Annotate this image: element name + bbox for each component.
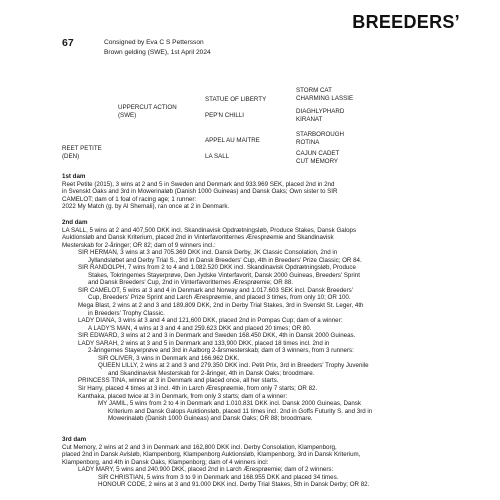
second-dam-line: Sir Harry, placed 4 times at 3 incl. 4th in Larch Æresprøemie, from only 7 starts; OR 82. [78,385,318,393]
first-dam-line: 2022 My Match (g. by Al Shemali), ran once at 2 in Denmark. [62,203,230,211]
second-dam-line: SIR HERMAN, 3 wins at 3 and 705.369 DKK incl. Dansk Derby, JK Classic Consolation, 2nd in [78,249,338,257]
pedigree-ds-sire: STARBOROUGH [296,131,345,138]
pedigree-sire-country: (SWE) [118,112,137,119]
second-dam-line: MY JAMIL, 5 wins from 2 to 4 in Denmark and 1.010.831 DKK incl. Dansk 2000 Guineas, Dansk [98,400,361,408]
pedigree-ss-sire: STORM CAT [296,87,332,94]
second-dam-line: Auktionsløb and Dansk Kriterium, placed 2nd in Vinterfavoritternes Æresprøemie and Skandinavisk [62,234,334,242]
third-dam-line: SIR CHRISTIAN, 5 wins from 3 to 9 in Denmark and 168.955 DKK and placed 34 times. [98,473,339,481]
third-dam-section [62,436,442,489]
second-dam-line: SIR EDWARD, 3 wins at 2 and 3 in Denmark and Sweden 168.450 DKK, 4th in Dansk 2000 Guineas. [78,332,356,340]
pedigree-sire-dam: PEP'N CHILLI [205,112,245,119]
second-dam-line: PRINCESS TINA, winner at 3 in Denmark and placed once, all her starts. [78,377,279,385]
first-dam-heading: 1st dam [62,173,86,180]
second-dam-line: LADY DIANA, 3 wins at 3 and 4 and 121,600 DKK, placed 2nd in Pompas Cup; dam of a winner: [78,317,343,325]
first-dam-line: in Svenskt Oaks and 3rd in Mowerinaløb (Danish 1000 Guineas) and Dansk Oaks; Own sister to SIR [62,188,338,196]
second-dam-line: Jyllandsløbet and Derby Trial S., 3rd in Dansk Breeders' Cup, 4th in Breeders' Prize Classic; OR 84. [88,256,362,264]
brand-logo: BREEDERS’ [352,12,460,32]
third-dam-line: Cut Memory, 2 wins at 2 and 3 in Denmark and 162,800 DKK incl. Derby Consolation, Klampenborg, [62,443,337,451]
second-dam-line: SIR RANDOLPH, 7 wins from 2 to 4 and 1.082.520 DKK incl. Skandinavisk Opdrætningsløb, Produce [78,264,356,272]
pedigree-dam-sire: APPEL AU MAITRE [205,137,260,144]
pedigree-dam-dam: LA SALL [205,153,230,160]
second-dam-line: Kriterium and Dansk Galops Auktionsløb, placed 11 times incl. 2nd in Goffs Futurity S. and 3rd in [108,407,373,415]
second-dam-line: and Skandinavisk Mesterskab for 2-åringer, 4th in Dansk Oaks; broodmare. [108,369,315,377]
second-dam-line: QUEEN LILLY, 2 wins at 2 and 3 and 279.350 DKK incl. Petit Prix, 3rd in Breeders' Trophy Juvenile [98,362,369,370]
third-dam-line: Klampenborg, and 4th in Dansk Oaks, Klampenborg; dam of 4 winners incl: [62,458,269,466]
consignor-text: Consigned by Eva C S Pettersson [104,39,204,46]
horse-description: Brown gelding (SWE), 1st April 2024 [104,48,211,56]
pedigree-sd-dam: KIRANAT [296,116,323,123]
second-dam-line: SIR CAMELOT, 5 wins at 3 and 4 in Denmark and Norway and 1.017.603 SEK incl. Dansk Breeders' [78,286,353,294]
pedigree-dd-sire: CAJUN CADET [296,150,340,157]
third-dam-heading: 3rd dam [62,436,87,443]
second-dam-line: LA SALL, 5 wins at 2 and 407,500 DKK incl. Skandinavisk Opdrætningsløb, Produce Stakes, Dansk Galops [62,226,357,234]
pedigree-ss-dam: CHARMING LASSIE [296,95,354,102]
second-dam-line: Mesterskab for 2-åringer; OR 82; dam of 9 winners incl.: [62,241,216,249]
third-dam-line: placed 2nd in Dansk Avlsløb, Klampenborg, Klampenborg Auktionsløb, Klampenborg, 3rd in Dansk Kriterium, [62,451,361,459]
pedigree-ds-dam: ROTINA [296,139,320,146]
second-dam-heading: 2nd dam [62,219,88,226]
second-dam-line: 2-åringernes Stayerprøve and 3rd in Aalborg 2-årsmesterskab; dam of 3 winners, from 3 runners: [88,347,354,355]
second-dam-line: in Breeders' Trophy Classic. [88,309,165,317]
lot-info [104,38,211,57]
first-dam-section [62,173,442,211]
pedigree-sd-sire: DIAGHLYPHARD [296,108,345,115]
lot-number: 67 [62,37,74,49]
second-dam-line: SIR OLIVER, 3 wins in Denmark and 166.962 DKK. [98,354,240,362]
third-dam-line: LADY MARY, 5 wins and 240.900 DKK, placed 2nd in Larch Æresprøemie; dam of 2 winners: [78,466,334,474]
pedigree-dd-dam: CUT MEMORY [296,158,339,165]
second-dam-section [62,219,442,423]
third-dam-line: HONOUR CODE, 2 wins at 3 and 91.000 DKK incl. Derby Trial Stakes, 5th in Dansk Derby; OR 82. [98,481,370,489]
pedigree-dam: REET PETITE [62,145,102,152]
first-dam-line: CAMELOT; dam of 1 foal of racing age; 1 runner: [62,195,197,203]
second-dam-line: Stakes, Tokringemes Stayerprøve, Den Jydske Vinterfavorit, Dansk 2000 Guineas, Breeders' Sprint [88,271,360,279]
first-dam-line: Reet Petite (2015), 3 wins at 2 and 5 in Sweden and Denmark and 933.969 SEK, placed 2nd in 2nd [62,180,335,188]
second-dam-line: Mowerinaløb (Danish 1000 Guineas) and Dansk Oaks; OR 88; broodmare. [108,415,313,423]
second-dam-line: LADY SARAH, 2 wins at 3 and 5 in Denmark and 133,900 DKK, placed 18 times incl. 2nd in [78,339,330,347]
pedigree-dam-country: (DEN) [62,153,80,160]
second-dam-line: A LADY'S MAN, 4 wins at 3 and 4 and 259.623 DKK and placed 20 times; OR 80. [88,324,312,332]
second-dam-line: Kanthaka, placed twice at 3 in Denmark, from only 3 starts; dam of a winner: [78,392,288,400]
second-dam-line: Cup, Breeders' Prize Sprint and Larch Æresprøemie, and placed 3 times, from only 10; OR 100. [88,294,351,302]
pedigree-sire-sire: STATUE OF LIBERTY [205,96,267,103]
pedigree-sire: UPPERCUT ACTION [118,104,177,111]
second-dam-line: Mega Blast, 2 wins at 2 and 3 and 189.809 DKK, 2nd in Derby Trial Stakes, 3rd in Svenskt St. Leger, 4th [78,302,364,310]
second-dam-line: and Dansk Breeders' Cup, 2nd in Vinterfavoritternes Æresprøemie; OR 88. [88,279,294,287]
